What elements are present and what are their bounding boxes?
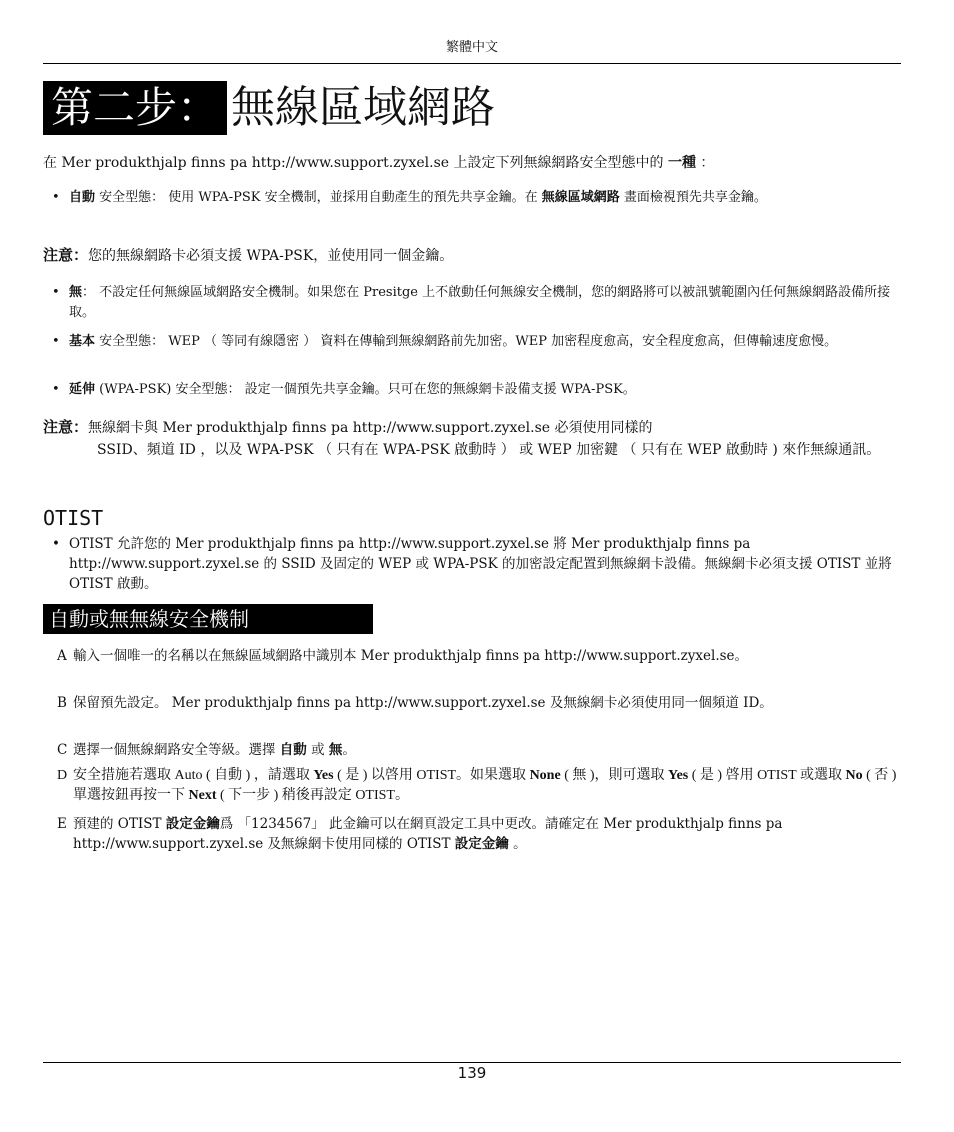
otist-text: OTIST 允許您的 Mer produkthjalp finns pa http://www.support.zyxel.se 將 Mer produkthjalp finns pa http://www.support.zyxel.se 的 SSID 及固定的 WEP 或 WPA-PSK 的加密設定配置到無線網卡設備。無線網卡必須支援 OTIST 並將 OTIST 啟動。 bbox=[69, 536, 892, 592]
bullet-dot-icon: • bbox=[52, 285, 60, 300]
step-letter: C bbox=[57, 742, 68, 758]
note-2-rest: SSID、頻道 ID ，以及 WPA-PSK （ 只有在 WPA-PSK 啟動時 ） 或 WEP 加密鍵 （ 只有在 WEP 啟動時 ) 來作無線通訊。 bbox=[97, 442, 881, 458]
bullet-basic-bold: 基本 bbox=[69, 334, 96, 349]
intro-paragraph bbox=[43, 153, 905, 173]
bullet-auto-bold: 自動 bbox=[69, 190, 96, 205]
intro-tail: ： bbox=[695, 155, 715, 171]
step-text: 爲 「1234567」 此金鑰可以在網頁設定工具中更改。請確定在 Mer produkthjalp finns pa http://www.support.zyxel.se 及無線網卡使用同樣的 OTIST bbox=[73, 816, 783, 852]
step-text: 選擇一個無線網路安全等級。選擇 bbox=[73, 742, 280, 758]
step-bold: Yes bbox=[313, 768, 334, 783]
step-text: ( 無 )，則可選取 bbox=[560, 768, 669, 783]
footer-rule bbox=[43, 1062, 901, 1063]
step-text: 保留預先設定。 Mer produkthjalp finns pa http://www.support.zyxel.se 及無線網卡必須使用同一個頻道 ID。 bbox=[73, 695, 773, 711]
note-1-text: 您的無線網路卡必須支援 WPA-PSK，並使用同一個金鑰。 bbox=[88, 248, 454, 264]
header-rule bbox=[43, 63, 901, 64]
step-b bbox=[57, 693, 902, 713]
bullet-dot-icon: • bbox=[52, 536, 60, 552]
bullet-auto-bold2: 無線區域網路 bbox=[541, 190, 620, 205]
step-bold: Yes bbox=[668, 768, 689, 783]
step-text: ( 否 ) 單選按鈕再按一下 bbox=[73, 768, 897, 803]
intro-bold: 一種 bbox=[667, 155, 696, 171]
bullet-none-bold: 無 bbox=[69, 285, 83, 300]
note-2-label: 注意： bbox=[43, 418, 89, 436]
step-e bbox=[57, 814, 902, 854]
bullet-extended bbox=[52, 380, 904, 400]
step-c bbox=[57, 740, 902, 760]
note-2-line1: 無線網卡與 Mer produkthjalp finns pa http://www.support.zyxel.se 必須使用同樣的 bbox=[88, 420, 653, 436]
step-bold: Next bbox=[188, 788, 217, 803]
step-d bbox=[57, 766, 902, 806]
step-bold: No bbox=[845, 768, 863, 783]
title-main-text: 無線區域網路 bbox=[231, 82, 496, 133]
step-bold: None bbox=[529, 768, 561, 783]
step-bold: 無 bbox=[328, 742, 343, 758]
step-bold: 自動 bbox=[279, 742, 307, 758]
step-text: 。 bbox=[508, 836, 527, 852]
bullet-dot-icon: • bbox=[52, 382, 60, 397]
bullet-extended-text: (WPA-PSK) 安全型態： 設定一個預先共享金鑰。只可在您的無線網卡設備支援 WPA-PSK。 bbox=[95, 382, 636, 397]
title-step-label: 第二步： bbox=[43, 81, 227, 135]
bullet-otist bbox=[52, 534, 904, 594]
bullet-basic-text: 安全型態： WEP （ 等同有線隱密 ） 資料在傳輸到無線網路前先加密。WEP 加密程度愈高，安全程度愈高，但傳輸速度愈慢。 bbox=[95, 334, 838, 349]
bullet-extended-bold: 延伸 bbox=[69, 382, 96, 397]
step-letter: E bbox=[57, 816, 67, 832]
step-letter: B bbox=[57, 695, 67, 711]
bullet-dot-icon: • bbox=[52, 334, 60, 349]
step-text: 。 bbox=[342, 742, 356, 758]
step-text: ( 下一步 ) 稍後再設定 OTIST。 bbox=[216, 788, 409, 803]
bullet-none bbox=[52, 283, 904, 323]
bullet-dot-icon: • bbox=[52, 190, 60, 205]
page-number: 139 bbox=[457, 1064, 487, 1082]
section-heading: 自動或無無線安全機制 bbox=[43, 604, 373, 634]
bullet-auto-text: 安全型態： 使用 WPA-PSK 安全機制，並採用自動產生的預先共享金鑰。在 bbox=[95, 190, 542, 205]
running-header: 繁體中文 bbox=[445, 40, 498, 55]
bullet-basic bbox=[52, 332, 904, 352]
step-text: 輸入一個唯一的名稱以在無線區域網路中識別本 Mer produkthjalp finns pa http://www.support.zyxel.se。 bbox=[73, 648, 749, 664]
note-1 bbox=[43, 245, 905, 266]
step-bold: 設定金鑰 bbox=[165, 816, 220, 832]
note-2 bbox=[43, 416, 905, 461]
step-text: 預建的 OTIST bbox=[73, 816, 166, 832]
step-bold: 設定金鑰 bbox=[454, 836, 509, 852]
bullet-auto-text2: 畫面檢視預先共享金鑰。 bbox=[619, 190, 767, 205]
note-1-label: 注意： bbox=[43, 246, 89, 264]
step-text: ( 是 ) 啓用 OTIST 或選取 bbox=[688, 768, 846, 783]
page-title bbox=[43, 80, 495, 136]
step-text: ( 是 ) 以啓用 OTIST。如果選取 bbox=[333, 768, 530, 783]
step-text: 或 bbox=[306, 742, 329, 758]
step-text: 安全措施若選取 Auto ( 自動 ) ，請選取 bbox=[73, 768, 314, 783]
step-letter: A bbox=[57, 648, 67, 664]
bullet-none-text: ： 不設定任何無線區域網路安全機制。如果您在 Presitge 上不啟動任何無線安全機制，您的網路將可以被訊號範圍內任何無線網路設備所接取。 bbox=[69, 285, 891, 320]
intro-text: 在 Mer produkthjalp finns pa http://www.support.zyxel.se 上設定下列無線網路安全型態中的 bbox=[43, 155, 668, 171]
bullet-auto bbox=[52, 188, 904, 208]
otist-heading: OTIST bbox=[43, 506, 104, 530]
step-a bbox=[57, 646, 902, 666]
step-letter: D bbox=[57, 768, 68, 783]
